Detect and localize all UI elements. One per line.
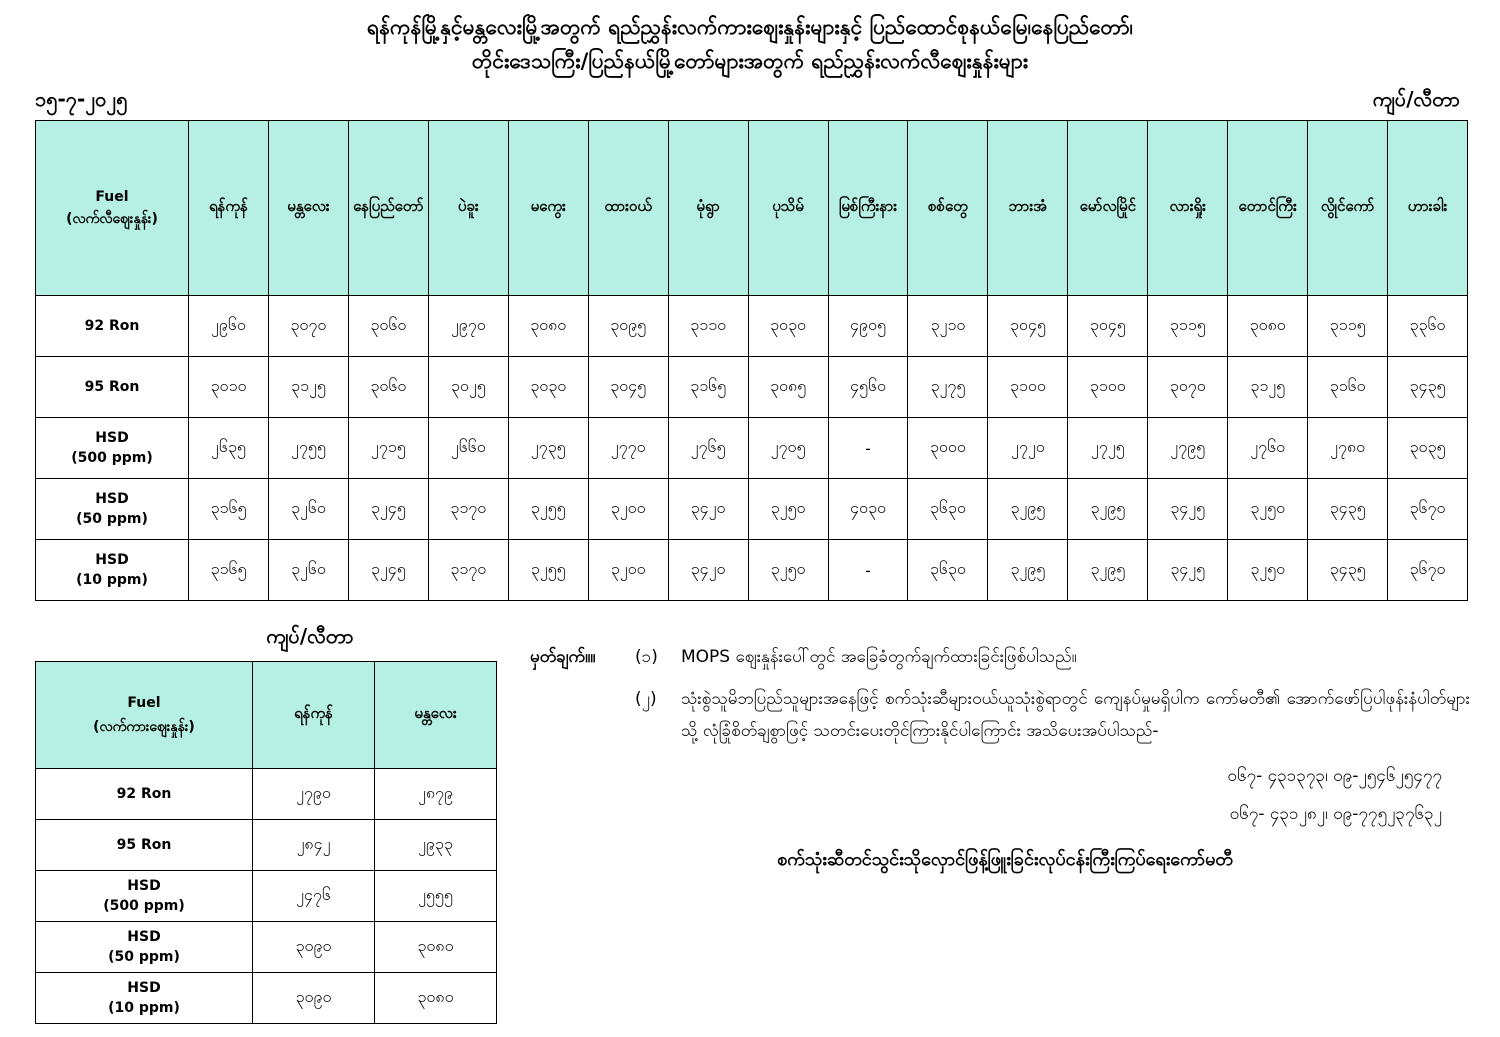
col-header-city: လွိုင်ကော် <box>1308 121 1388 296</box>
col-header-city: ရန်ကုန် <box>189 121 269 296</box>
price-cell: ၃၂၉၅ <box>1068 540 1148 601</box>
row-label-line1: HSD <box>95 491 129 507</box>
table-row <box>36 922 497 973</box>
phone-line-2: ၀၆၇- ၄၃၁၂၈၂၊ ၀၉-၇၇၅၂၃၇၆၃၂ <box>1229 804 1442 824</box>
price-cell: ၃၂၅၅ <box>508 540 588 601</box>
price-cell: ၃၁၆၅ <box>668 357 748 418</box>
price-cell: ၂၇၇၀ <box>588 418 668 479</box>
row-label-line1: HSD <box>127 929 161 945</box>
price-cell: ၂၈၇၉ <box>375 769 497 820</box>
notes-label: မှတ်ချက်။။ <box>530 647 596 667</box>
price-cell: ၃၂၀၀ <box>588 540 668 601</box>
row-label-line2: (500 ppm) <box>103 898 185 914</box>
price-cell: ၂၇၂၅ <box>1068 418 1148 479</box>
fuel-header2-line1: Fuel <box>127 695 161 711</box>
col-header-city: မုံရွာ <box>668 121 748 296</box>
price-cell: ၃၀၃၅ <box>1388 418 1468 479</box>
note-item-1 <box>530 641 1470 673</box>
col-header-city: နေပြည်တော် <box>348 121 428 296</box>
price-cell: ၃၆၃၀ <box>908 540 988 601</box>
price-cell: ၂၆၆၀ <box>428 418 508 479</box>
price-cell: ၄၀၃၀ <box>828 479 908 540</box>
price-cell: ၃၂၅၀ <box>748 540 828 601</box>
price-cell: ၃၂၆၀ <box>268 540 348 601</box>
wholesale-unit-label: ကျပ်/လီတာ <box>266 624 354 648</box>
row-label-line1: HSD <box>127 878 161 894</box>
wholesale-table-body <box>36 769 497 1024</box>
table-row <box>36 296 1468 357</box>
table-row <box>36 973 497 1024</box>
price-cell: ၃၆၇၀ <box>1388 540 1468 601</box>
price-cell: ၃၄၃၅ <box>1308 540 1388 601</box>
meta-row <box>0 78 1500 120</box>
price-cell: ၃၂၇၅ <box>908 357 988 418</box>
price-cell: ၃၀၈၀ <box>375 922 497 973</box>
wholesale-header-row <box>36 662 497 769</box>
price-cell: ၃၀၄၅ <box>588 357 668 418</box>
row-label <box>36 296 189 357</box>
note-item-2 <box>530 683 1470 747</box>
wholesale-section <box>35 623 505 1024</box>
price-cell: - <box>828 540 908 601</box>
price-cell: ၂၇၉၀ <box>253 769 375 820</box>
note-text: MOPS ဈေးနှုန်းပေါ်တွင် အခြေခံတွက်ချက်ထားခြင်းဖြစ်ပါသည်။ <box>681 647 1077 667</box>
row-label-line2: (10 ppm) <box>76 572 148 588</box>
price-cell: ၃၄၂၀ <box>668 479 748 540</box>
col-header-city: ပုသိမ် <box>748 121 828 296</box>
row-label-line1: HSD <box>127 980 161 996</box>
issuing-committee: စက်သုံးဆီတင်သွင်းသိုလှောင်ဖြန့်ဖြူးခြင်းလုပ်ငန်းကြီးကြပ်ရေးကော်မတီ <box>777 849 1233 870</box>
price-cell: ၃၀၈၀ <box>508 296 588 357</box>
col-header-city: ရန်ကုန် <box>253 662 375 769</box>
row-label <box>36 871 253 922</box>
price-cell: ၃၀၄၅ <box>1068 296 1148 357</box>
table-row <box>36 820 497 871</box>
price-unit-label: ကျပ်/လီတာ <box>1372 87 1460 111</box>
row-label <box>36 973 253 1024</box>
price-cell: ၂၇၁၅ <box>348 418 428 479</box>
price-cell: ၃၀၆၀ <box>348 357 428 418</box>
price-cell: ၃၁၂၅ <box>1228 357 1308 418</box>
row-label-line2: (10 ppm) <box>108 1000 180 1016</box>
row-label-line2: (50 ppm) <box>76 511 148 527</box>
col-header-fuel-wholesale <box>36 662 253 769</box>
price-cell: ၃၂၅၀ <box>1228 479 1308 540</box>
note-number: (၁) <box>635 647 658 667</box>
note-text: သုံးစွဲသူမိဘပြည်သူများအနေဖြင့် စက်သုံးဆီများဝယ်ယူသုံးစွဲရာတွင် ကျေနပ်မှုမရှိပါက ကော်မတီ၏ အောက်ဖော်ပြပါဖုန်းနံပါတ်များသို့ လုံခြုံစိတ်ချစွာဖြင့် သတင်းပေးတိုင်ကြားနိုင်ပါကြောင်း အသိပေးအပ်ပါသည်- <box>681 689 1470 741</box>
table-row <box>36 479 1468 540</box>
price-cell: ၂၇၂၀ <box>988 418 1068 479</box>
price-cell: ၃၁၁၅ <box>1308 296 1388 357</box>
price-cell: ၃၀၈၅ <box>748 357 828 418</box>
fuel-header-line1: Fuel <box>95 189 129 205</box>
col-header-city: မန္တလေး <box>375 662 497 769</box>
col-header-city: ပဲခူး <box>428 121 508 296</box>
publication-date: ၁၅-၇-၂၀၂၅ <box>35 87 128 111</box>
price-cell: ၃၀၉၅ <box>588 296 668 357</box>
retail-price-table-wrap <box>0 120 1500 601</box>
price-cell: ၃၂၉၅ <box>1068 479 1148 540</box>
price-cell: ၃၁၁၀ <box>668 296 748 357</box>
price-cell: ၄၅၆၀ <box>828 357 908 418</box>
row-label <box>36 479 189 540</box>
row-label-line1: HSD <box>95 552 129 568</box>
price-cell: ၂၇၃၅ <box>508 418 588 479</box>
price-cell: ၃၀၈၀ <box>1228 296 1308 357</box>
price-cell: ၃၂၉၅ <box>988 479 1068 540</box>
price-cell: ၃၀၆၀ <box>348 296 428 357</box>
lower-section <box>0 623 1500 1024</box>
price-cell: ၂၇၈၀ <box>1308 418 1388 479</box>
row-label-line1: 95 Ron <box>84 379 140 395</box>
price-cell: ၂၉၇၀ <box>428 296 508 357</box>
row-label <box>36 540 189 601</box>
price-cell: ၃၀၀၀ <box>908 418 988 479</box>
price-cell: ၃၁၆၅ <box>189 479 269 540</box>
price-cell: ၃၁၂၅ <box>268 357 348 418</box>
price-cell: ၃၀၉၀ <box>253 922 375 973</box>
price-cell: ၂၄၇၆ <box>253 871 375 922</box>
col-header-city: စစ်တွေ <box>908 121 988 296</box>
price-cell: ၃၂၁၀ <box>908 296 988 357</box>
retail-header-row <box>36 121 1468 296</box>
note-number: (၂) <box>635 689 657 709</box>
table-row <box>36 418 1468 479</box>
phone-line-1: ၀၆၇- ၄၃၁၃၇၃၊ ၀၉-၂၅၄၆၂၅၄၇၇ <box>1227 766 1442 786</box>
row-label-line1: 92 Ron <box>84 318 140 334</box>
col-header-city: မြစ်ကြီးနား <box>828 121 908 296</box>
price-cell: ၃၁၀၀ <box>988 357 1068 418</box>
title-line-2: တိုင်းဒေသကြီး/ပြည်နယ်မြို့တော်များအတွက် ရည်ညွှန်းလက်လီဈေးနှုန်းများ <box>471 49 1029 73</box>
col-header-city: ဟားခါး <box>1388 121 1468 296</box>
fuel-header-line2: (လက်လီဈေးနှုန်း) <box>66 211 158 227</box>
price-cell: ၃၄၂၅ <box>1148 479 1228 540</box>
price-cell: ၂၇၆၀ <box>1228 418 1308 479</box>
row-label <box>36 820 253 871</box>
title-line-1: ရန်ကုန်မြို့နှင့်မန္တလေးမြို့အတွက် ရည်ညွှန်းလက်ကားဈေးနှုန်းများနှင့် ပြည်ထောင်စုနယ်မြေ၊နေပြည်တော်၊ <box>367 15 1133 39</box>
col-header-fuel <box>36 121 189 296</box>
price-cell: ၃၀၉၀ <box>253 973 375 1024</box>
retail-table-body <box>36 296 1468 601</box>
price-cell: ၃၂၆၀ <box>268 479 348 540</box>
col-header-city: မကွေး <box>508 121 588 296</box>
price-cell: ၃၄၂၅ <box>1148 540 1228 601</box>
price-cell: ၂၉၆၀ <box>189 296 269 357</box>
fuel-header2-line2: (လက်ကားဈေးနှုန်း) <box>93 719 195 735</box>
price-cell: ၂၅၅၅ <box>375 871 497 922</box>
col-header-city: လားရှိုး <box>1148 121 1228 296</box>
price-cell: ၃၆၃၀ <box>908 479 988 540</box>
price-cell: ၃၁၇၀ <box>428 479 508 540</box>
price-cell: ၃၀၈၀ <box>375 973 497 1024</box>
price-cell: ၃၃၆၀ <box>1388 296 1468 357</box>
row-label <box>36 922 253 973</box>
price-cell: - <box>828 418 908 479</box>
table-row <box>36 871 497 922</box>
retail-price-table <box>35 120 1468 601</box>
row-label-line1: 95 Ron <box>116 837 172 853</box>
table-row <box>36 357 1468 418</box>
notes-label-spacer <box>530 683 635 747</box>
wholesale-price-table <box>35 661 497 1024</box>
col-header-city: ထားဝယ် <box>588 121 668 296</box>
price-cell: ၂၉၃၃ <box>375 820 497 871</box>
price-cell: ၃၁၀၀ <box>1068 357 1148 418</box>
price-cell: ၂၇၅၅ <box>268 418 348 479</box>
price-cell: ၃၄၃၅ <box>1308 479 1388 540</box>
price-cell: ၃၀၄၅ <box>988 296 1068 357</box>
price-cell: ၃၂၅၅ <box>508 479 588 540</box>
price-cell: ၂၇၀၅ <box>748 418 828 479</box>
col-header-city: ဘားအံ <box>988 121 1068 296</box>
price-cell: ၃၁၁၅ <box>1148 296 1228 357</box>
row-label-line1: HSD <box>95 430 129 446</box>
price-cell: ၃၂၅၀ <box>748 479 828 540</box>
retail-table-head <box>36 121 1468 296</box>
contact-phones <box>530 757 1470 833</box>
price-cell: ၃၂၄၅ <box>348 540 428 601</box>
row-label <box>36 418 189 479</box>
price-cell: ၃၆၇၀ <box>1388 479 1468 540</box>
notes-section <box>505 623 1470 1024</box>
price-cell: ၂၇၆၅ <box>668 418 748 479</box>
price-cell: ၄၉၀၅ <box>828 296 908 357</box>
price-cell: ၃၀၃၀ <box>748 296 828 357</box>
col-header-city: မန္တလေး <box>268 121 348 296</box>
row-label <box>36 769 253 820</box>
price-cell: ၃၀၇၀ <box>268 296 348 357</box>
wholesale-table-head <box>36 662 497 769</box>
price-cell: ၂၆၃၅ <box>189 418 269 479</box>
table-row <box>36 540 1468 601</box>
row-label-line2: (500 ppm) <box>71 450 153 466</box>
col-header-city: မော်လမြိုင် <box>1068 121 1148 296</box>
price-cell: ၂၈၄၂ <box>253 820 375 871</box>
row-label <box>36 357 189 418</box>
price-cell: ၃၂၀၀ <box>588 479 668 540</box>
price-cell: ၃၄၂၀ <box>668 540 748 601</box>
col-header-city: တောင်ကြီး <box>1228 121 1308 296</box>
price-cell: ၃၁၆၅ <box>189 540 269 601</box>
price-cell: ၃၂၉၅ <box>988 540 1068 601</box>
page-title <box>0 0 1500 78</box>
price-cell: ၃၁၆၀ <box>1308 357 1388 418</box>
price-cell: ၃၂၄၅ <box>348 479 428 540</box>
table-row <box>36 769 497 820</box>
price-cell: ၃၀၂၅ <box>428 357 508 418</box>
price-cell: ၂၇၉၅ <box>1148 418 1228 479</box>
row-label-line2: (50 ppm) <box>108 949 180 965</box>
price-cell: ၃၀၇၀ <box>1148 357 1228 418</box>
price-cell: ၃၀၃၀ <box>508 357 588 418</box>
price-cell: ၃၀၁၀ <box>189 357 269 418</box>
price-cell: ၃၂၅၀ <box>1228 540 1308 601</box>
price-cell: ၃၄၃၅ <box>1388 357 1468 418</box>
row-label-line1: 92 Ron <box>116 786 172 802</box>
price-cell: ၃၁၇၀ <box>428 540 508 601</box>
